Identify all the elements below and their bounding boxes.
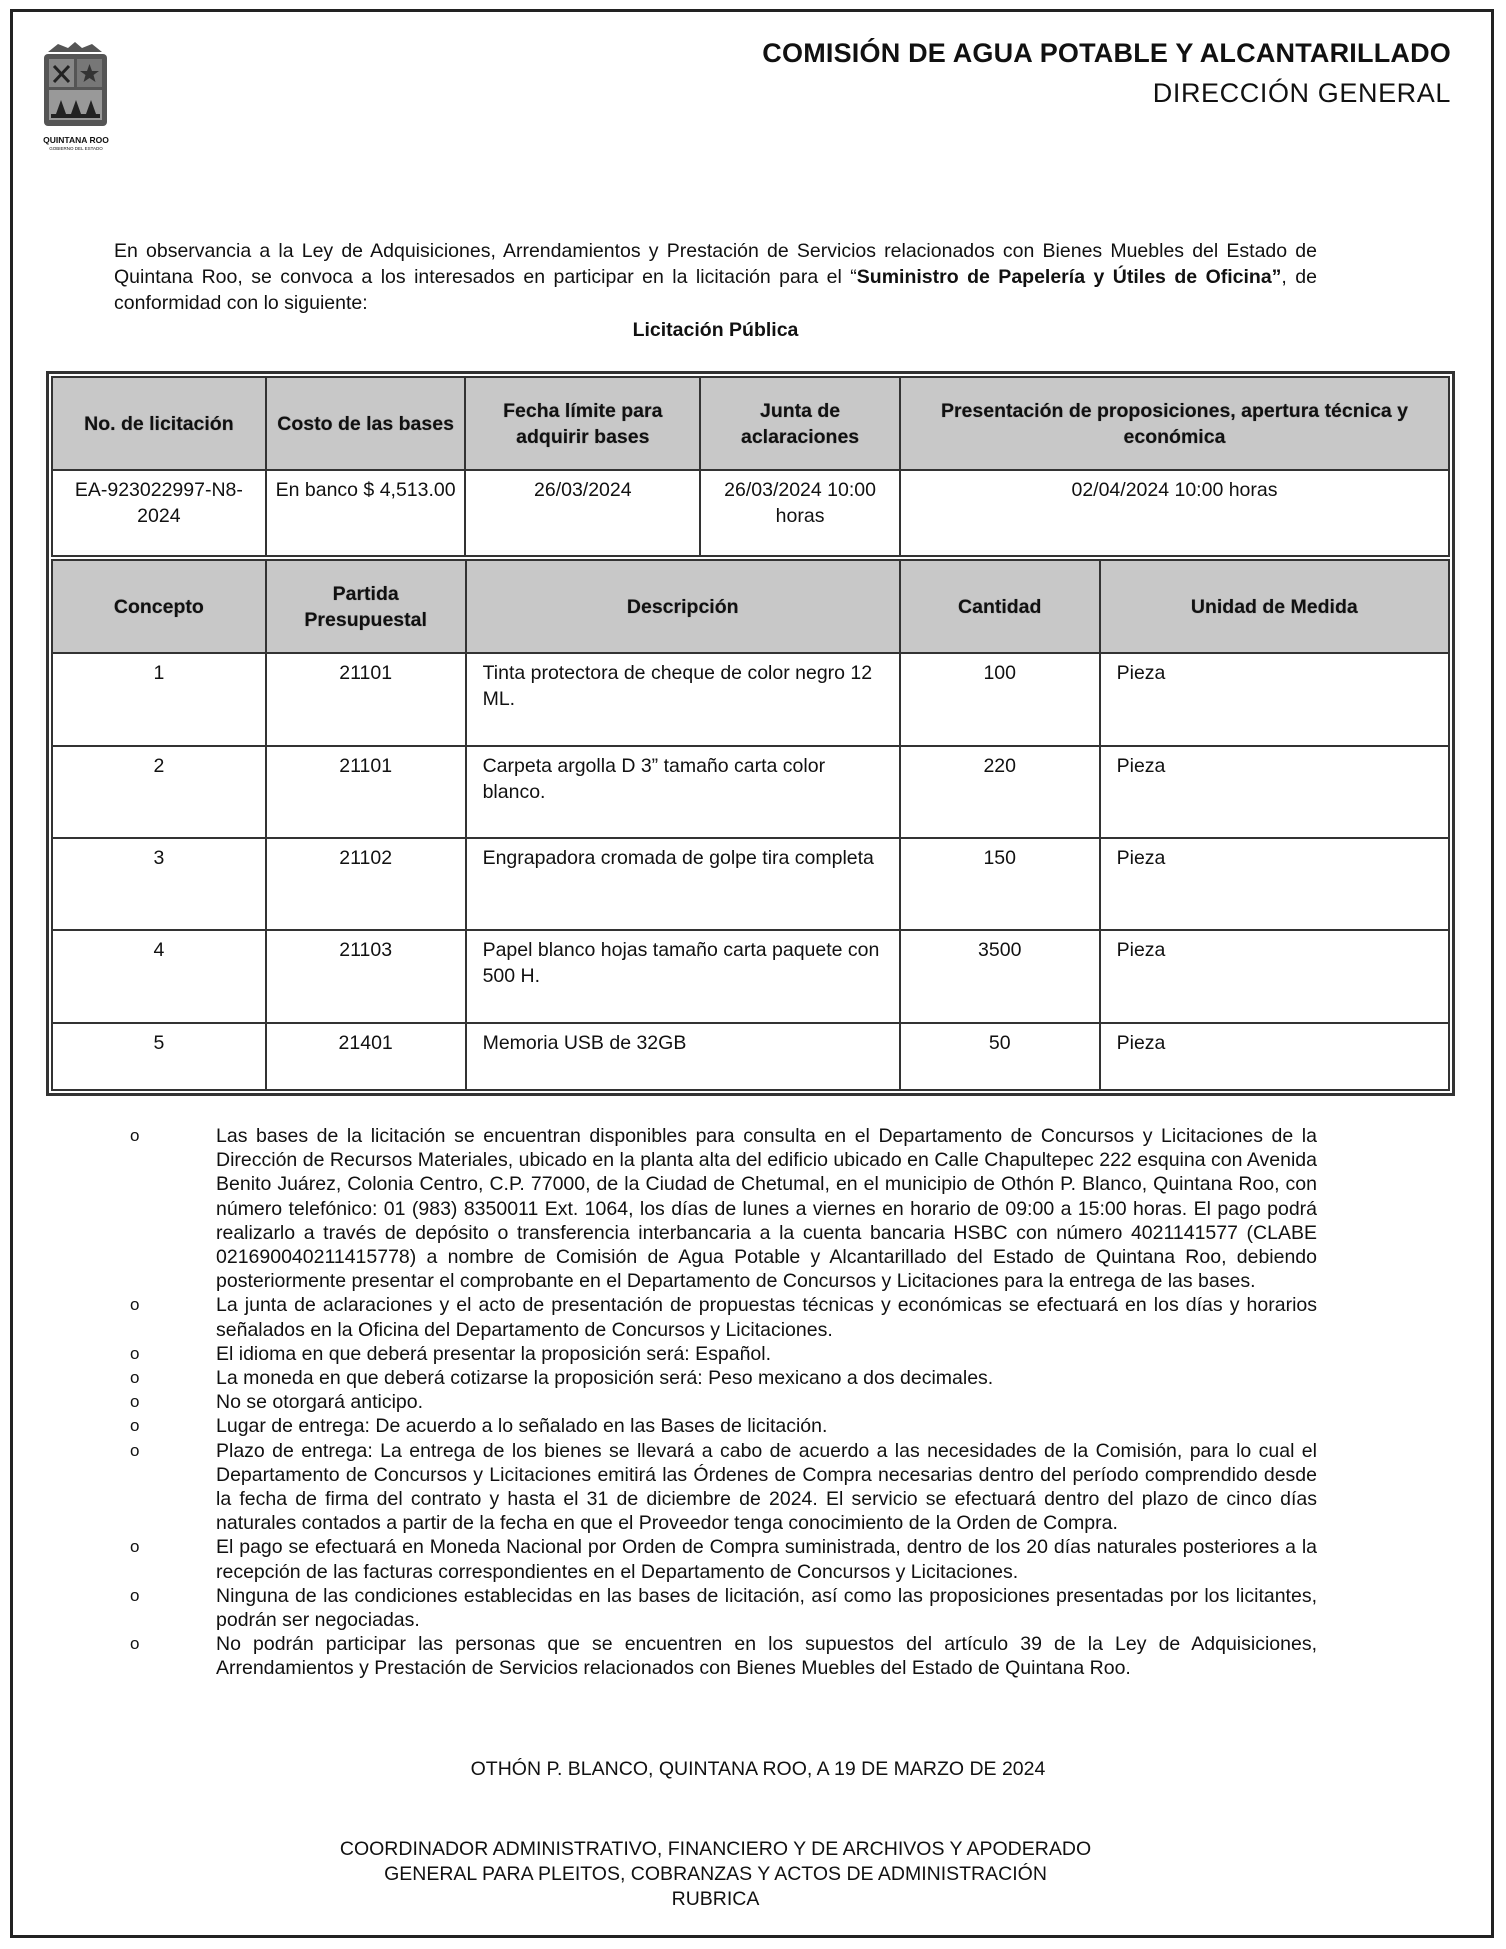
bullet-marker: o	[130, 1392, 140, 1412]
header-cell: Descripción	[466, 560, 900, 653]
budget-item: 21102	[266, 838, 466, 930]
list-item	[130, 1414, 1317, 1438]
condition-text: Lugar de entrega: De acuerdo a lo señalado en las Bases de licitación.	[216, 1415, 828, 1438]
logo-text: QUINTANA ROO	[43, 135, 109, 145]
tender-number: EA-923022997-N8-2024	[52, 470, 266, 556]
quantity: 150	[900, 838, 1100, 930]
header-cell: Fecha límite para adquirir bases	[465, 377, 700, 470]
bullet-marker: o	[130, 1440, 140, 1460]
budget-item: 21401	[266, 1023, 466, 1090]
list-item	[130, 1293, 1317, 1341]
table-row	[52, 838, 1449, 930]
header-cell: Concepto	[52, 560, 266, 653]
header-cell: No. de licitación	[52, 377, 266, 470]
condition-text: Las bases de la licitación se encuentran disponibles para consulta en el Departamento de Concursos y Licitaciones de la Dirección de Recursos Materiales, ubicado en la planta alta del edificio ubicado en Calle Chapultepec 222 esquina con Avenida Benito Juárez, Colonia Centro, C.P. 77000, de la Ciudad de Chetumal, en el municipio de Othón P. Blanco, Quintana Roo, con número telefónico: 01 (983) 8350011 Ext. 1064, los días de lunes a viernes en horario de 09:00 a 15:00 horas. El pago podrá realizarlo a través de depósito o transferencia interbancaria a la cuenta bancaria HSBC con número 4021141577 (CLABE 021690040211415778) a nombre de Comisión de Agua Potable y Alcantarillado del Estado de Quintana Roo, debiendo posteriormente presentar el comprobante en el Departamento de Concursos y Licitaciones para la entrega de las bases.	[216, 1125, 1317, 1293]
quantity: 50	[900, 1023, 1100, 1090]
description: Memoria USB de 32GB	[466, 1023, 900, 1090]
table-row	[52, 1023, 1449, 1090]
signature-line: GENERAL PARA PLEITOS, COBRANZAS Y ACTOS DE ADMINISTRACIÓN	[384, 1863, 1047, 1885]
bullet-marker: o	[130, 1343, 140, 1363]
unit: Pieza	[1100, 838, 1449, 930]
table-row	[52, 470, 1449, 556]
bullet-marker: o	[130, 1634, 140, 1654]
unit: Pieza	[1100, 746, 1449, 838]
condition-text: La junta de aclaraciones y el acto de presentación de propuestas técnicas y económicas se efectuará en los días y horarios señalados en la Oficina del Departamento de Concursos y Licitaciones.	[216, 1294, 1317, 1341]
condition-text: No se otorgará anticipo.	[216, 1391, 424, 1414]
clarification-meeting: 26/03/2024 10:00 horas	[700, 470, 900, 556]
condition-text: Ninguna de las condiciones establecidas en las bases de licitación, así como las proposiciones presentadas por los licitantes, podrán ser negociadas.	[216, 1584, 1317, 1632]
condition-text: No podrán participar las personas que se encuentren en los supuestos del artículo 39 de la Ley de Adquisiciones, Arrendamientos y Prestación de Servicios relacionados con Bienes Muebles del Estado de Quintana Roo.	[216, 1633, 1317, 1680]
budget-item: 21103	[266, 930, 466, 1023]
signature-line: COORDINADOR ADMINISTRATIVO, FINANCIERO Y DE ARCHIVOS Y APODERADO	[339, 1838, 1092, 1860]
state-coat-of-arms-logo	[38, 40, 113, 150]
organization-title: COMISIÓN DE AGUA POTABLE Y ALCANTARILLADO	[762, 38, 1451, 68]
organization-subtitle: DIRECCIÓN GENERAL	[1152, 78, 1451, 108]
list-item	[130, 1366, 1317, 1390]
list-item	[130, 1584, 1317, 1632]
logo-subtext: GOBIERNO DEL ESTADO	[49, 146, 103, 151]
description: Carpeta argolla D 3” tamaño carta color blanco.	[466, 746, 900, 838]
unit: Pieza	[1100, 1023, 1449, 1090]
condition-text: El idioma en que deberá presentar la proposición será: Español.	[216, 1342, 772, 1365]
quantity: 220	[900, 746, 1100, 838]
intro-text-1: En observancia a la Ley de Adquisiciones, Arrendamientos y Prestación de Servicios relacionados con Bienes Muebles del Estado de Quintana Roo, se convoca a los interesados en participar en la licitación para el “	[114, 240, 1317, 288]
bullet-marker: o	[130, 1537, 140, 1557]
shield-icon	[38, 40, 113, 150]
description: Tinta protectora de cheque de color negro 12 ML.	[466, 653, 900, 746]
list-item	[130, 1439, 1317, 1536]
description: Engrapadora cromada de golpe tira completa	[466, 838, 900, 930]
budget-item: 21101	[266, 653, 466, 746]
list-item	[130, 1632, 1317, 1680]
condition-text: El pago se efectuará en Moneda Nacional por Orden de Compra suministrada, dentro de los 20 días naturales posteriores a la recepción de las facturas correspondientes en el Departamento de Concursos y Licitaciones.	[216, 1536, 1317, 1583]
section-title: Licitación Pública	[632, 319, 799, 341]
table-row	[52, 930, 1449, 1023]
deadline-date: 26/03/2024	[465, 470, 700, 556]
header-cell: Cantidad	[900, 560, 1100, 653]
header-cell: Costo de las bases	[266, 377, 466, 470]
header-cell: Partida Presupuestal	[266, 560, 466, 653]
budget-item: 21101	[266, 746, 466, 838]
quantity: 100	[900, 653, 1100, 746]
signature-line: RUBRICA	[671, 1888, 760, 1910]
bases-cost: En banco $ 4,513.00	[266, 470, 466, 556]
items-table	[51, 559, 1450, 1091]
table-row	[52, 653, 1449, 746]
concept: 4	[52, 930, 266, 1023]
list-item	[130, 1124, 1317, 1293]
tender-info-table	[51, 376, 1450, 557]
conditions-list	[130, 1124, 1317, 1681]
bullet-marker: o	[130, 1585, 140, 1605]
header-cell: Presentación de proposiciones, apertura técnica y económica	[900, 377, 1449, 470]
unit: Pieza	[1100, 930, 1449, 1023]
condition-text: La moneda en que deberá cotizarse la proposición será: Peso mexicano a dos decimales.	[216, 1367, 994, 1390]
bullet-marker: o	[130, 1126, 140, 1145]
bullet-marker: o	[130, 1416, 140, 1436]
bullet-marker: o	[130, 1368, 140, 1388]
concept: 3	[52, 838, 266, 930]
intro-text-2: , de conformidad con lo siguiente:	[114, 266, 1317, 314]
list-item	[130, 1390, 1317, 1414]
concept: 5	[52, 1023, 266, 1090]
header-cell: Unidad de Medida	[1100, 560, 1449, 653]
quantity: 3500	[900, 930, 1100, 1023]
concept: 1	[52, 653, 266, 746]
unit: Pieza	[1100, 653, 1449, 746]
concept: 2	[52, 746, 266, 838]
proposal-presentation: 02/04/2024 10:00 horas	[900, 470, 1449, 556]
table-row	[52, 746, 1449, 838]
description: Papel blanco hojas tamaño carta paquete con 500 H.	[466, 930, 900, 1023]
items-header-row	[52, 560, 1449, 653]
list-item	[130, 1342, 1317, 1366]
condition-text: Plazo de entrega: La entrega de los bienes se llevará a cabo de acuerdo a las necesidades de la Comisión, para lo cual el Departamento de Concursos y Licitaciones emitirá las Órdenes de Compra necesarias dentro del período comprendido desde la fecha de firma del contrato y hasta el 31 de diciembre de 2024. El servicio se efectuará dentro del plazo de cinco días naturales contados a partir de la fecha en que el Proveedor tenga conocimiento de la Orden de Compra.	[216, 1439, 1317, 1535]
intro-paragraph	[114, 238, 1317, 316]
signature-block	[0, 1837, 1431, 1912]
place-and-date: OTHÓN P. BLANCO, QUINTANA ROO, A 19 DE MARZO DE 2024	[470, 1758, 1046, 1780]
intro-bold-text: Suministro de Papelería y Útiles de Oficina”	[856, 266, 1282, 288]
header-cell: Junta de aclaraciones	[700, 377, 900, 470]
tender-header-row	[52, 377, 1449, 470]
list-item	[130, 1535, 1317, 1583]
bullet-marker: o	[130, 1295, 140, 1315]
